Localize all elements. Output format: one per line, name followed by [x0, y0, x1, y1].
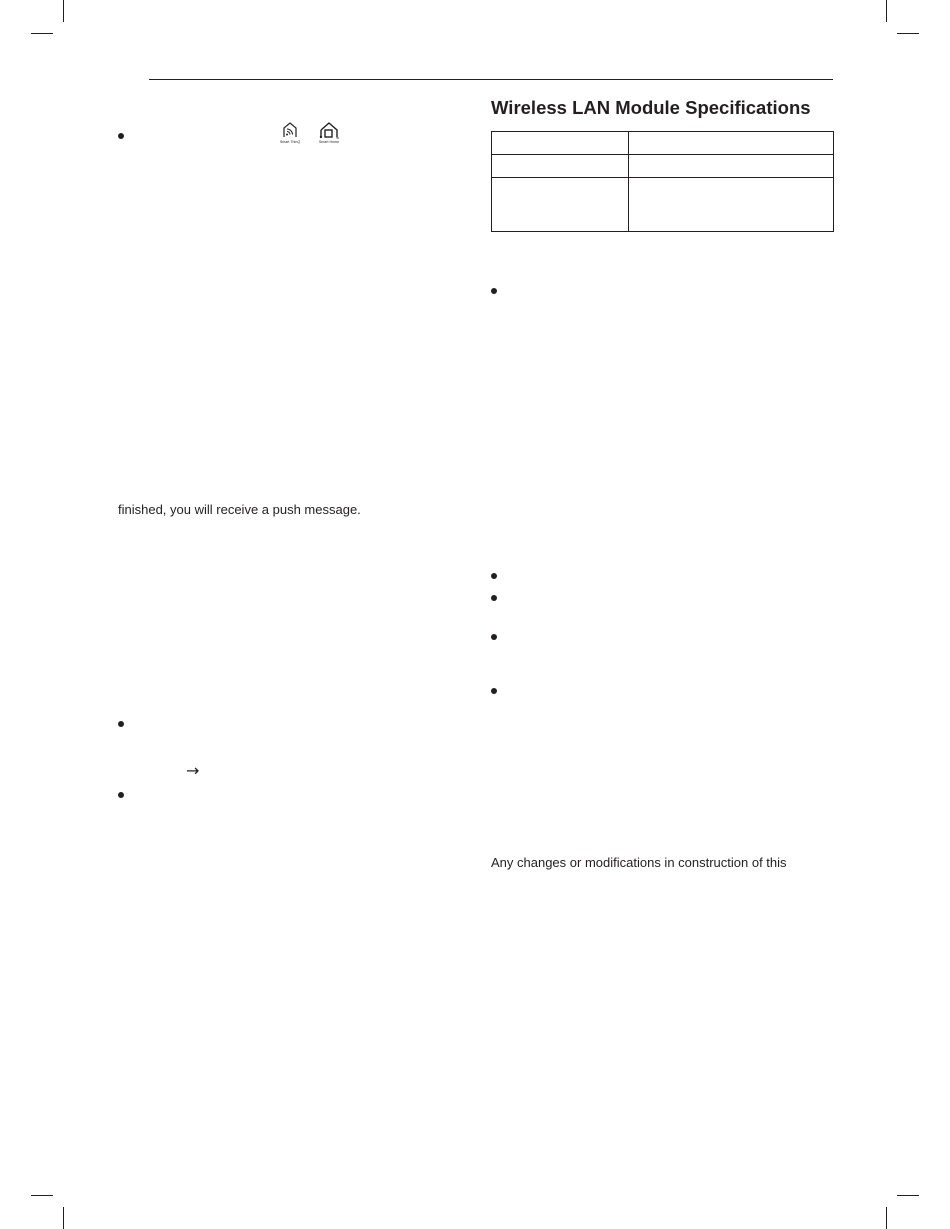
bullet-point [491, 688, 497, 694]
table-cell [629, 178, 834, 232]
table-cell [629, 155, 834, 178]
bullet-point [491, 288, 497, 294]
bullet-point [491, 595, 497, 601]
crop-mark-bottom-left-v [63, 1207, 64, 1229]
crop-mark-bottom-left-h [31, 1195, 53, 1196]
bullet-point [491, 634, 497, 640]
crop-mark-top-right-h [897, 33, 919, 34]
table-row [492, 132, 834, 155]
crop-mark-bottom-right-h [897, 1195, 919, 1196]
table-row [492, 155, 834, 178]
section-heading: Wireless LAN Module Specifications [491, 97, 811, 118]
bullet-point [118, 133, 124, 139]
smartthinq-icon-caption: Smart ThinQ [279, 140, 301, 144]
arrow-icon: → [186, 761, 200, 780]
crop-mark-top-right-v [886, 0, 887, 22]
modifications-line: Any changes or modifications in construction of this [491, 855, 787, 870]
spec-table [491, 131, 834, 232]
push-message-line: finished, you will receive a push message. [118, 502, 361, 517]
table-cell [492, 155, 629, 178]
header-rule [149, 79, 833, 80]
crop-mark-bottom-right-v [886, 1207, 887, 1229]
table-cell [492, 178, 629, 232]
bullet-point [118, 792, 124, 798]
smart-home-icon-caption: Smart Home [318, 140, 340, 144]
table-row [492, 178, 834, 232]
smart-home-icon [316, 120, 342, 146]
table-cell [629, 132, 834, 155]
smartthinq-icon [277, 120, 303, 146]
table-cell [492, 132, 629, 155]
crop-mark-top-left-h [31, 33, 53, 34]
bullet-point [491, 573, 497, 579]
crop-mark-top-left-v [63, 0, 64, 22]
bullet-point [118, 721, 124, 727]
